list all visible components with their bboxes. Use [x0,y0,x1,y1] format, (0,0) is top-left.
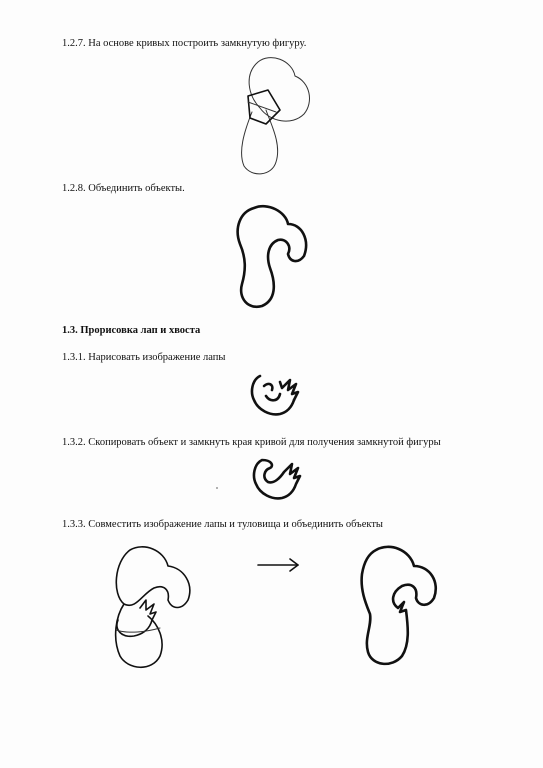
figure-paw-drawing [246,372,306,422]
step-1-2-7-text: 1.2.7. На основе кривых построить замкнутую фигуру. [62,38,307,49]
section-heading: 1.3. Прорисовка лап и хвоста [62,325,201,336]
step-1-3-1-text: 1.3.1. Нарисовать изображение лапы [62,352,226,363]
arrow-right-icon [256,558,302,572]
step-1-2-8-text: 1.2.8. Объединить объекты. [62,183,185,194]
figure-paw-closed [248,456,304,506]
figure-combined-after [356,540,446,670]
step-1-3-3-text: 1.3.3. Совместить изображение лапы и туловища и объединить объекты [62,519,383,530]
figure-closed-curves [230,52,320,182]
step-1-3-2-text: 1.3.2. Скопировать объект и замкнуть края кривой для получения замкнутой фигуры [62,437,441,448]
scan-speck [216,487,218,489]
figure-combined-before [108,540,208,675]
figure-united-body [232,200,312,315]
